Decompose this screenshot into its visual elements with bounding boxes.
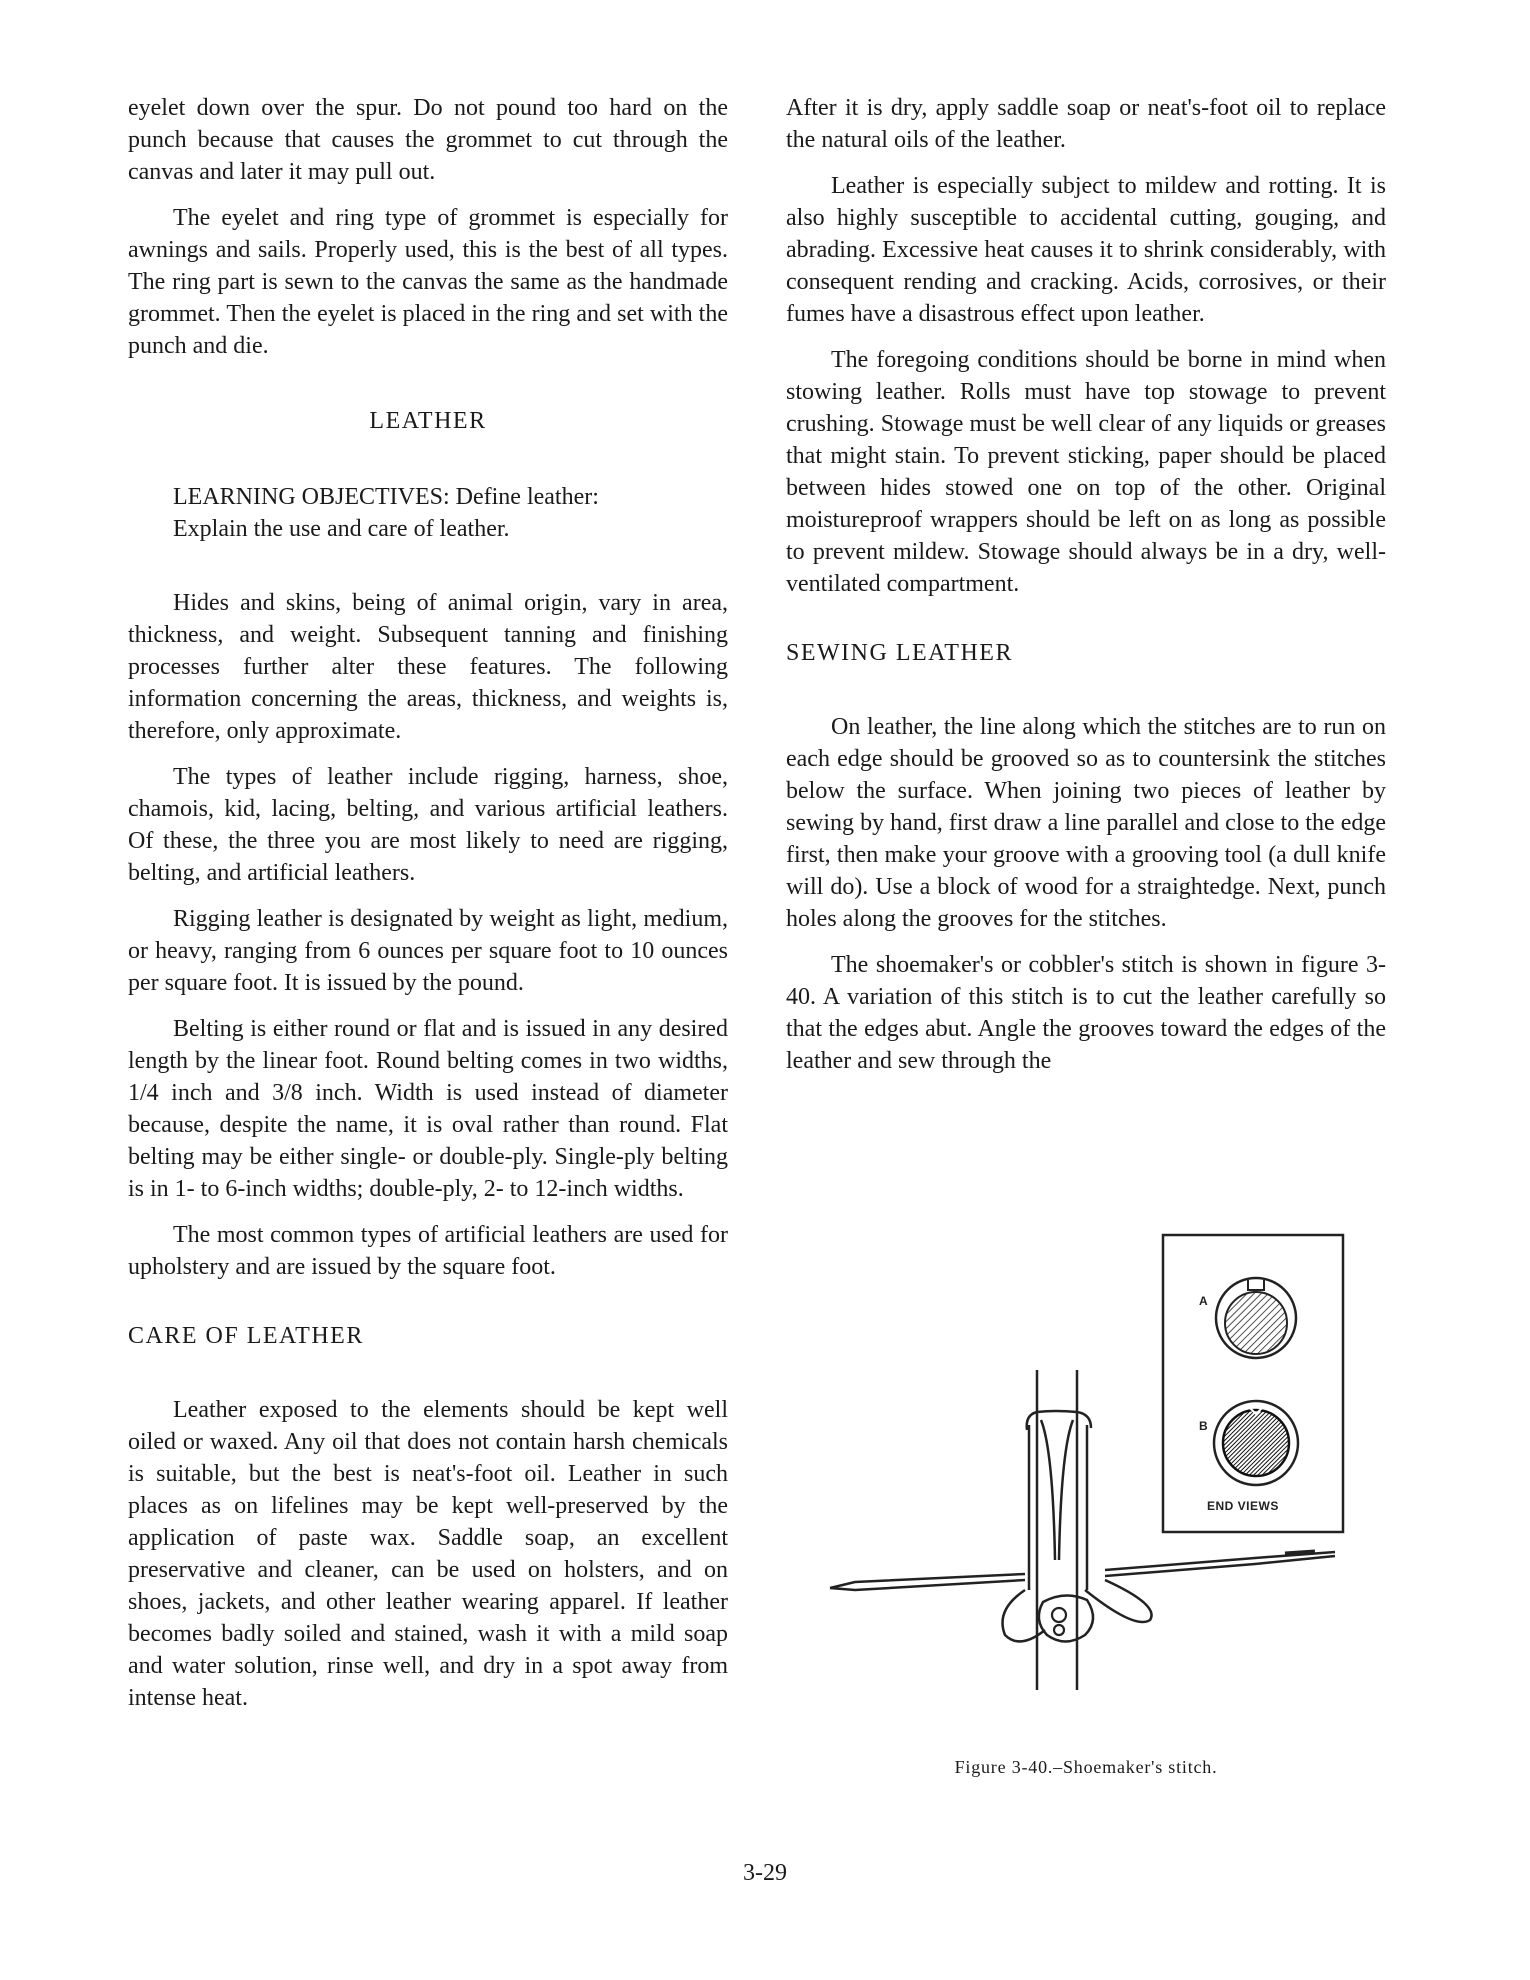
label-end-views: END VIEWS	[1207, 1499, 1279, 1513]
paragraph: Rigging leather is designated by weight as light, medium, or heavy, ranging from 6 ounces per square foot to 10 ounces per square foot. It is issued by the pound.	[128, 906, 728, 996]
stitch-knot	[1052, 1608, 1066, 1635]
section-heading-leather: LEATHER	[369, 408, 487, 434]
paragraph: eyelet down over the spur. Do not pound too hard on the punch because that causes the grommet to cut through the canvas and later it may pull out.	[128, 95, 728, 185]
paragraph: The foregoing conditions should be borne in mind when stowing leather. Rolls must have top stowage to prevent crushing. Stowage must be well clear of any liquids or greases that might stain. To prevent sticking, paper should be placed between hides stowed one on top of the other. Original moistureproof wrappers should be left on as long as possible to prevent mildew. Stowage should always be in a dry, well-ventilated compartment.	[786, 347, 1386, 597]
paragraph: Hides and skins, being of animal origin, vary in area, thickness, and weight. Subsequent tanning and finishing processes further alter these features. The following information concerning the areas, thickness, and weights is, therefore, only approximate.	[128, 590, 728, 744]
paragraph: On leather, the line along which the stitches are to run on each edge should be grooved so as to countersink the stitches below the surface. When joining two pieces of leather by sewing by hand, first draw a line parallel and close to the edge first, then make your groove with a grooving tool (a dull knife will do). Use a block of wood for a straightedge. Next, punch holes along the grooves for the stitches.	[786, 714, 1386, 932]
left-column	[128, 92, 728, 1728]
end-view-b	[1214, 1401, 1298, 1485]
section-heading-care: CARE OF LEATHER	[128, 1323, 364, 1349]
figure-caption: Figure 3-40.–Shoemaker's stitch.	[954, 1757, 1218, 1777]
figure-shoemakers-stitch	[815, 1230, 1375, 1730]
paragraph: The shoemaker's or cobbler's stitch is shown in figure 3-40. A variation of this stitch is to cut the leather carefully so that the edges abut. Angle the grooves toward the edges of the leather and sew through the	[786, 952, 1386, 1074]
paragraph: Leather is especially subject to mildew and rotting. It is also highly susceptible to accidental cutting, gouging, and abrading. Excessive heat causes it to shrink considerably, with consequent rending and cracking. Acids, corrosives, or their fumes have a disastrous effect upon leather.	[786, 173, 1386, 327]
paragraph: The types of leather include rigging, harness, shoe, chamois, kid, lacing, belting, and various artificial leathers. Of these, the three you are most likely to need are rigging, belting, and artificial leathers.	[128, 764, 728, 886]
paragraph: After it is dry, apply saddle soap or neat's-foot oil to replace the natural oils of the leather.	[786, 95, 1386, 153]
label-a: A	[1199, 1294, 1208, 1308]
leather-strips	[1027, 1370, 1091, 1690]
objectives-line: LEARNING OBJECTIVES: Define leather:	[173, 484, 599, 510]
right-column	[786, 92, 1386, 1091]
paragraph: Leather exposed to the elements should be kept well oiled or waxed. Any oil that does not contain harsh chemicals is suitable, but the best is neat's-foot oil. Leather in such places as on lifelines may be kept well-preserved by the application of paste wax. Saddle soap, an excellent preservative and cleaner, can be used on holsters, and on shoes, jackets, and other leather wearing apparel. If leather becomes badly soiled and stained, wash it with a mild soap and water solution, rinse well, and dry in a spot away from intense heat.	[128, 1397, 728, 1711]
section-heading-sewing: SEWING LEATHER	[786, 640, 1013, 666]
stitch-illustration	[815, 1230, 1375, 1730]
end-views-frame	[1163, 1235, 1343, 1532]
paragraph: Belting is either round or flat and is issued in any desired length by the linear foot. Round belting comes in two widths, 1/4 inch and 3/8 inch. Width is used instead of diameter because, despite the name, it is oval rather than round. Flat belting may be either single- or double-ply. Single-ply belting is in 1- to 6-inch widths; double-ply, 2- to 12-inch widths.	[128, 1016, 728, 1202]
learning-objectives	[173, 481, 728, 545]
page-number: 3-29	[743, 1860, 787, 1886]
paragraph: The most common types of artificial leathers are used for upholstery and are issued by the square foot.	[128, 1222, 728, 1280]
needles-and-thread	[830, 1552, 1335, 1642]
objectives-line: Explain the use and care of leather.	[173, 516, 510, 542]
paragraph: The eyelet and ring type of grommet is especially for awnings and sails. Properly used, this is the best of all types. The ring part is sewn to the canvas the same as the handmade grommet. Then the eyelet is placed in the ring and set with the punch and die.	[128, 205, 728, 359]
end-view-a	[1216, 1278, 1296, 1358]
label-b: B	[1199, 1419, 1208, 1433]
